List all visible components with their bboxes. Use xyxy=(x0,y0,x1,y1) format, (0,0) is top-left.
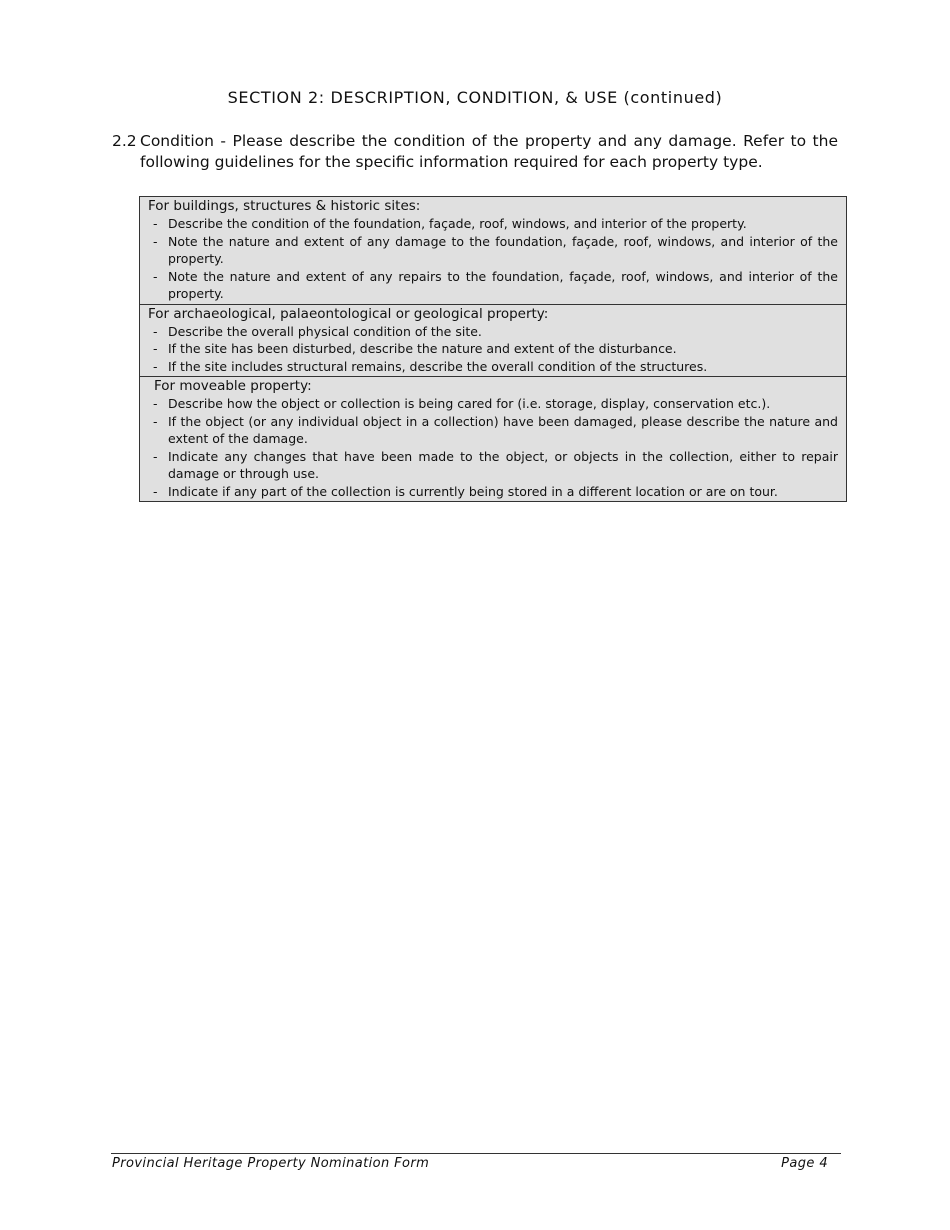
guideline-list xyxy=(148,323,838,376)
question-text: Condition - Please describe the condition of the property and any damage. Refer to the following guidelines for the specific information required for each property type. xyxy=(140,132,838,171)
list-item: - Describe how the object or collection is being cared for (i.e. storage, display, conservation etc.). xyxy=(153,396,771,411)
list-item: - If the object (or any individual object in a collection) have been damaged, please describe the nature and extent of the damage. xyxy=(153,413,838,446)
list-item-text: Note the nature and extent of any damage to the foundation, façade, roof, windows, and interior of the property. xyxy=(168,233,838,266)
list-item-text: Describe the overall physical condition of the site. xyxy=(168,323,482,339)
list-item: - Indicate if any part of the collection is currently being stored in a different location or are on tour. xyxy=(153,483,778,499)
list-item-text: If the site includes structural remains, describe the overall condition of the structures. xyxy=(168,358,708,374)
list-item: - If the site has been disturbed, describe the nature and extent of the disturbance. xyxy=(153,341,677,356)
footer-form-name: Provincial Heritage Property Nomination Form xyxy=(112,1156,430,1171)
list-item-text: Indicate any changes that have been made to the object, or objects in the collection, either to repair damage or through use. xyxy=(168,448,838,481)
list-item-text: If the object (or any individual object in a collection) have been damaged, please describe the nature and extent of the damage. xyxy=(168,413,838,446)
question-number: 2.2 xyxy=(112,132,137,150)
list-item-text: If the site has been disturbed, describe the nature and extent of the disturbance. xyxy=(168,341,677,356)
list-item-text: Describe how the object or collection is being cared for (i.e. storage, display, conservation etc.). xyxy=(168,396,771,411)
group-heading: For archaeological, palaeontological or geological property: xyxy=(148,305,549,322)
guideline-list xyxy=(148,215,838,303)
guideline-group-buildings xyxy=(140,197,846,304)
list-item: - Describe the overall physical condition of the site. xyxy=(153,323,482,339)
group-heading: For buildings, structures & historic sites: xyxy=(148,198,421,214)
guideline-list xyxy=(148,395,838,500)
guidelines-box xyxy=(139,196,847,502)
list-item-text: Indicate if any part of the collection is currently being stored in a different location or are on tour. xyxy=(168,483,778,499)
list-item: - Note the nature and extent of any damage to the foundation, façade, roof, windows, and interior of the property. xyxy=(153,233,838,266)
list-item: - If the site includes structural remains, describe the overall condition of the structures. xyxy=(153,358,708,374)
guideline-group-archaeological xyxy=(140,304,846,377)
list-item: - Describe the condition of the foundation, façade, roof, windows, and interior of the property. xyxy=(153,216,747,231)
list-item: - Indicate any changes that have been made to the object, or objects in the collection, either to repair damage or through use. xyxy=(153,448,838,481)
footer-page-number: Page 4 xyxy=(781,1156,828,1171)
section-title: SECTION 2: DESCRIPTION, CONDITION, & USE (continued) xyxy=(227,88,723,107)
list-item-text: Note the nature and extent of any repairs to the foundation, façade, roof, windows, and interior of the property. xyxy=(168,268,838,301)
condition-question xyxy=(112,131,838,173)
footer-divider xyxy=(111,1153,841,1154)
group-heading: For moveable property: xyxy=(154,378,312,394)
list-item: - Note the nature and extent of any repairs to the foundation, façade, roof, windows, and interior of the property. xyxy=(153,268,838,301)
list-item-text: Describe the condition of the foundation, façade, roof, windows, and interior of the property. xyxy=(168,216,747,231)
guideline-group-moveable xyxy=(140,376,846,501)
